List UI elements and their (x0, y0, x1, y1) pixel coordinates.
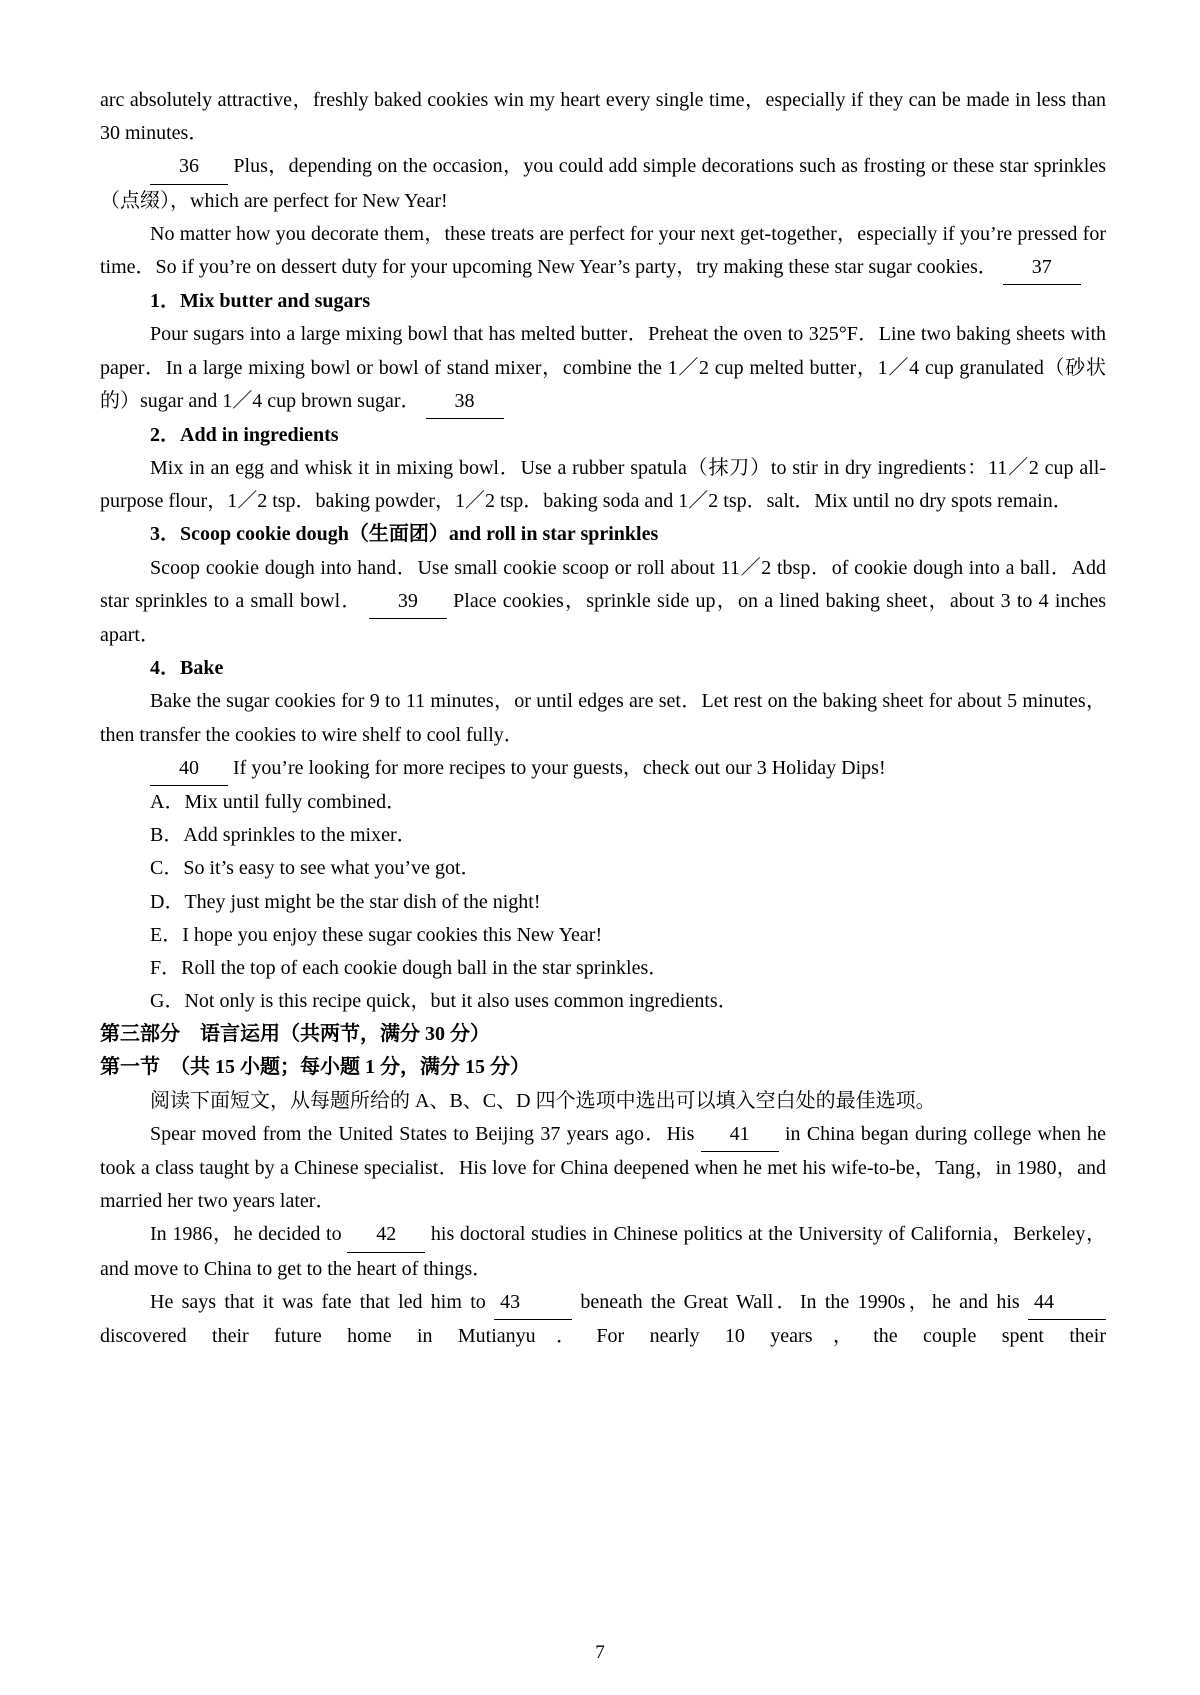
paragraph-37: No matter how you decorate them，these treats are perfect for your next get-together，especially if you’re pressed for time．So if you’re on dessert duty for your upcoming New Year’s party，try making these star sugar cookies． 37 (100, 218, 1106, 285)
option-e: E．I hope you enjoy these sugar cookies this New Year! (150, 923, 603, 946)
document-content (100, 84, 1106, 1353)
blank-41: 41 (701, 1118, 779, 1152)
step-heading-3: 3．Scoop cookie dough（生面团）and roll in star sprinkles (150, 523, 659, 546)
paragraph-step-1: Pour sugars into a large mixing bowl that has melted butter．Preheat the oven to 325°F．Line two baking sheets with paper．In a large mixing bowl or bowl of stand mixer，combine the 1／2 cup melted butter，1／4 cup granulated（砂状的）sugar and 1／4 cup brown sugar． 38 (100, 318, 1106, 419)
section-heading-node1: 第一节 （共 15 小题；每小题 1 分，满分 15 分） (100, 1056, 530, 1079)
paragraph-continuation: arc absolutely attractive，freshly baked cookies win my heart every single time，especially if they can be made in less than 30 minutes． (100, 89, 1106, 145)
paragraph-step-2: Mix in an egg and whisk it in mixing bowl．Use a rubber spatula（抹刀）to stir in dry ingredients：11／2 cup all-purpose flour，1／2 tsp．baking powder，1／2 tsp．baking soda and 1／2 tsp．salt．Mix until no dry spots remain． (100, 457, 1106, 513)
instructions-chinese: 阅读下面短文，从每题所给的 A、B、C、D 四个选项中选出可以填入空白处的最佳选项。 (150, 1089, 936, 1112)
step-heading-1: 1．Mix butter and sugars (150, 290, 371, 313)
step-heading-2: 2．Add in ingredients (150, 423, 339, 446)
option-a: A．Mix until fully combined． (150, 790, 407, 813)
page-number: 7 (595, 1642, 605, 1664)
paragraph-42: In 1986，he decided to 42 his doctoral studies in Chinese politics at the University of California，Berkeley，and move to China to get to the heart of things． (100, 1218, 1106, 1285)
section-heading-part3: 第三部分 语言运用（共两节，满分 30 分） (100, 1023, 490, 1046)
blank-44: 44 (1028, 1286, 1106, 1320)
paragraph-40: 40 If you’re looking for more recipes to your guests，check out our 3 Holiday Dips! (100, 752, 1106, 786)
blank-38: 38 (426, 385, 504, 419)
option-b: B．Add sprinkles to the mixer． (150, 824, 417, 847)
step-heading-4: 4．Bake (150, 657, 224, 680)
paragraph-step-3: Scoop cookie dough into hand．Use small cookie scoop or roll about 11／2 tbsp．of cookie dough into a ball．Add star sprinkles to a small bowl． 39 Place cookies，sprinkle side up，on a lined baking sheet，about 3 to 4 inches apart． (100, 556, 1106, 646)
paragraph-step-4: Bake the sugar cookies for 9 to 11 minutes，or until edges are set．Let rest on the baking sheet for about 5 minutes，then transfer the cookies to wire shelf to cool fully． (100, 690, 1106, 746)
blank-37: 37 (1003, 251, 1081, 285)
blank-36: 36 (150, 150, 228, 184)
blank-42: 42 (347, 1218, 425, 1252)
paragraph-41: Spear moved from the United States to Beijing 37 years ago．His 41 in China began during college when he took a class taught by a Chinese specialist．His love for China deepened when he met his wife-to-be，Tang，in 1980，and married her two years later． (100, 1118, 1106, 1219)
paragraph-43-44: He says that it was fate that led him to 43 beneath the Great Wall．In the 1990s，he and his 44 discovered their future home in Mutianyu．For nearly 10 years，the couple spent their (100, 1286, 1106, 1353)
option-f: F．Roll the top of each cookie dough ball in the star sprinkles． (150, 956, 669, 979)
option-g: G．Not only is this recipe quick，but it also uses common ingredients． (150, 990, 738, 1013)
blank-39: 39 (369, 585, 447, 619)
blank-43: 43 (494, 1286, 572, 1320)
option-c: C．So it’s easy to see what you’ve got． (150, 857, 481, 880)
paragraph-36: 36 Plus，depending on the occasion，you could add simple decorations such as frosting or these star sprinkles（点缀），which are perfect for New Year! (100, 150, 1106, 217)
option-d: D．They just might be the star dish of the night! (150, 890, 541, 913)
blank-40: 40 (150, 752, 228, 786)
